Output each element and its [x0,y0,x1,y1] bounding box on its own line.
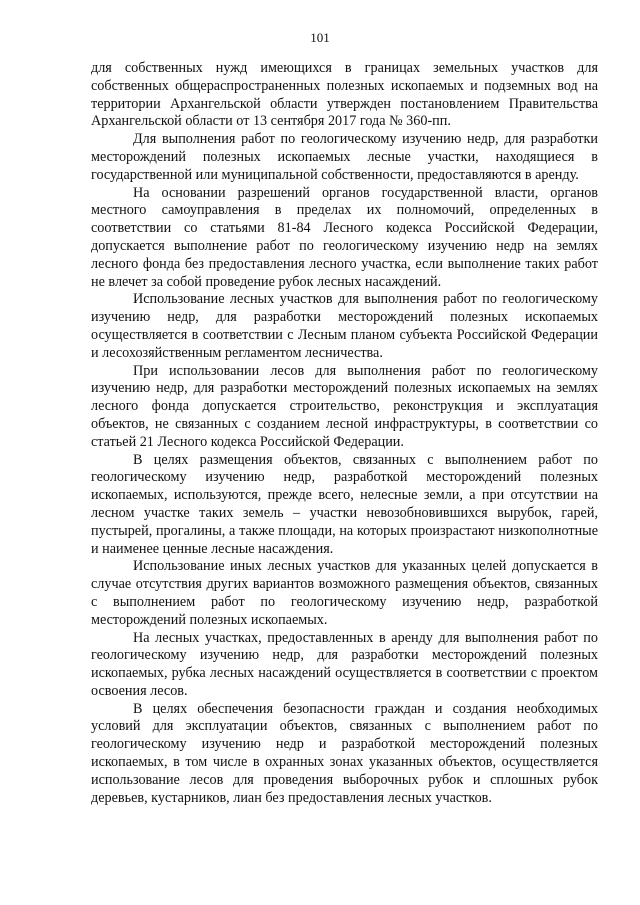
paragraph-forest-plan-compliance: Использование лесных участков для выполнения работ по геологическому изучению недр, для разработки месторождений полезных ископаемых осуществляется в соответствии с Лесным планом субъекта Российской Федерации и лесохозяйственным регламентом лесничества. [91,291,598,361]
paragraph-other-plots: Использование иных лесных участков для указанных целей допускается в случае отсутствия других вариантов возможного размещения объектов, связанных с выполнением работ по геологическому изучению недр, разработкой месторождений полезных ископаемых. [91,558,598,628]
page-number: 101 [310,30,330,45]
paragraph-continuation: для собственных нужд имеющихся в границах земельных участков для собственных общераспространенных полезных ископаемых и подземных вод на территории Архангельской области утвержден постановлением Правительства Архангельской области от 13 сентября 2017 года № 360-пп. [91,60,598,130]
paragraph-permits-without-lease: На основании разрешений органов государственной власти, органов местного самоуправления в пределах их полномочий, определенных в соответствии со статьями 81-84 Лесного кодекса Российской Федерации, допускается выполнение работ по геологическому изучению недр на землях лесного фонда без предоставления лесного участка, если выполнение таких работ не влечет за собой проведение рубок лесных насаждений. [91,184,598,290]
paragraph-siting-priority: В целях размещения объектов, связанных с выполнением работ по геологическому изучению недр, разработкой месторождений полезных ископаемых, используются, прежде всего, нелесные земли, а при отсутствии на лесном участке таких земель – участки невозобновившихся вырубок, гарей, пустырей, прогалины, а также площади, на которых произрастают низкополнотные и наименее ценные лесные насаждения. [91,451,598,557]
paragraph-construction-allowed: При использовании лесов для выполнения работ по геологическому изучению недр, для разработки месторождений полезных ископаемых на землях лесного фонда допускается строительство, реконструкция и эксплуатация объектов, не связанных с созданием лесной инфраструктуры, в соответствии со статьей 21 Лесного кодекса Российской Федерации. [91,362,598,450]
document-body [91,60,598,807]
paragraph-lease-for-geology: Для выполнения работ по геологическому изучению недр, для разработки месторождений полезных ископаемых лесные участки, находящиеся в государственной или муниципальной собственности, предоставляются в аренду. [91,131,598,183]
paragraph-safety-felling: В целях обеспечения безопасности граждан и создания необходимых условий для эксплуатации объектов, связанных с выполнением работ по геологическому изучению недр и разработкой месторождений полезных ископаемых, в том числе в охранных зонах указанных объектов, осуществляется использование лесов для проведения выборочных рубок и сплошных рубок деревьев, кустарников, лиан без предоставления лесных участков. [91,700,598,806]
paragraph-felling-by-project: На лесных участках, предоставленных в аренду для выполнения работ по геологическому изучению недр, для разработки месторождений полезных ископаемых, рубка лесных насаждений осуществляется в соответствии с проектом освоения лесов. [91,629,598,699]
